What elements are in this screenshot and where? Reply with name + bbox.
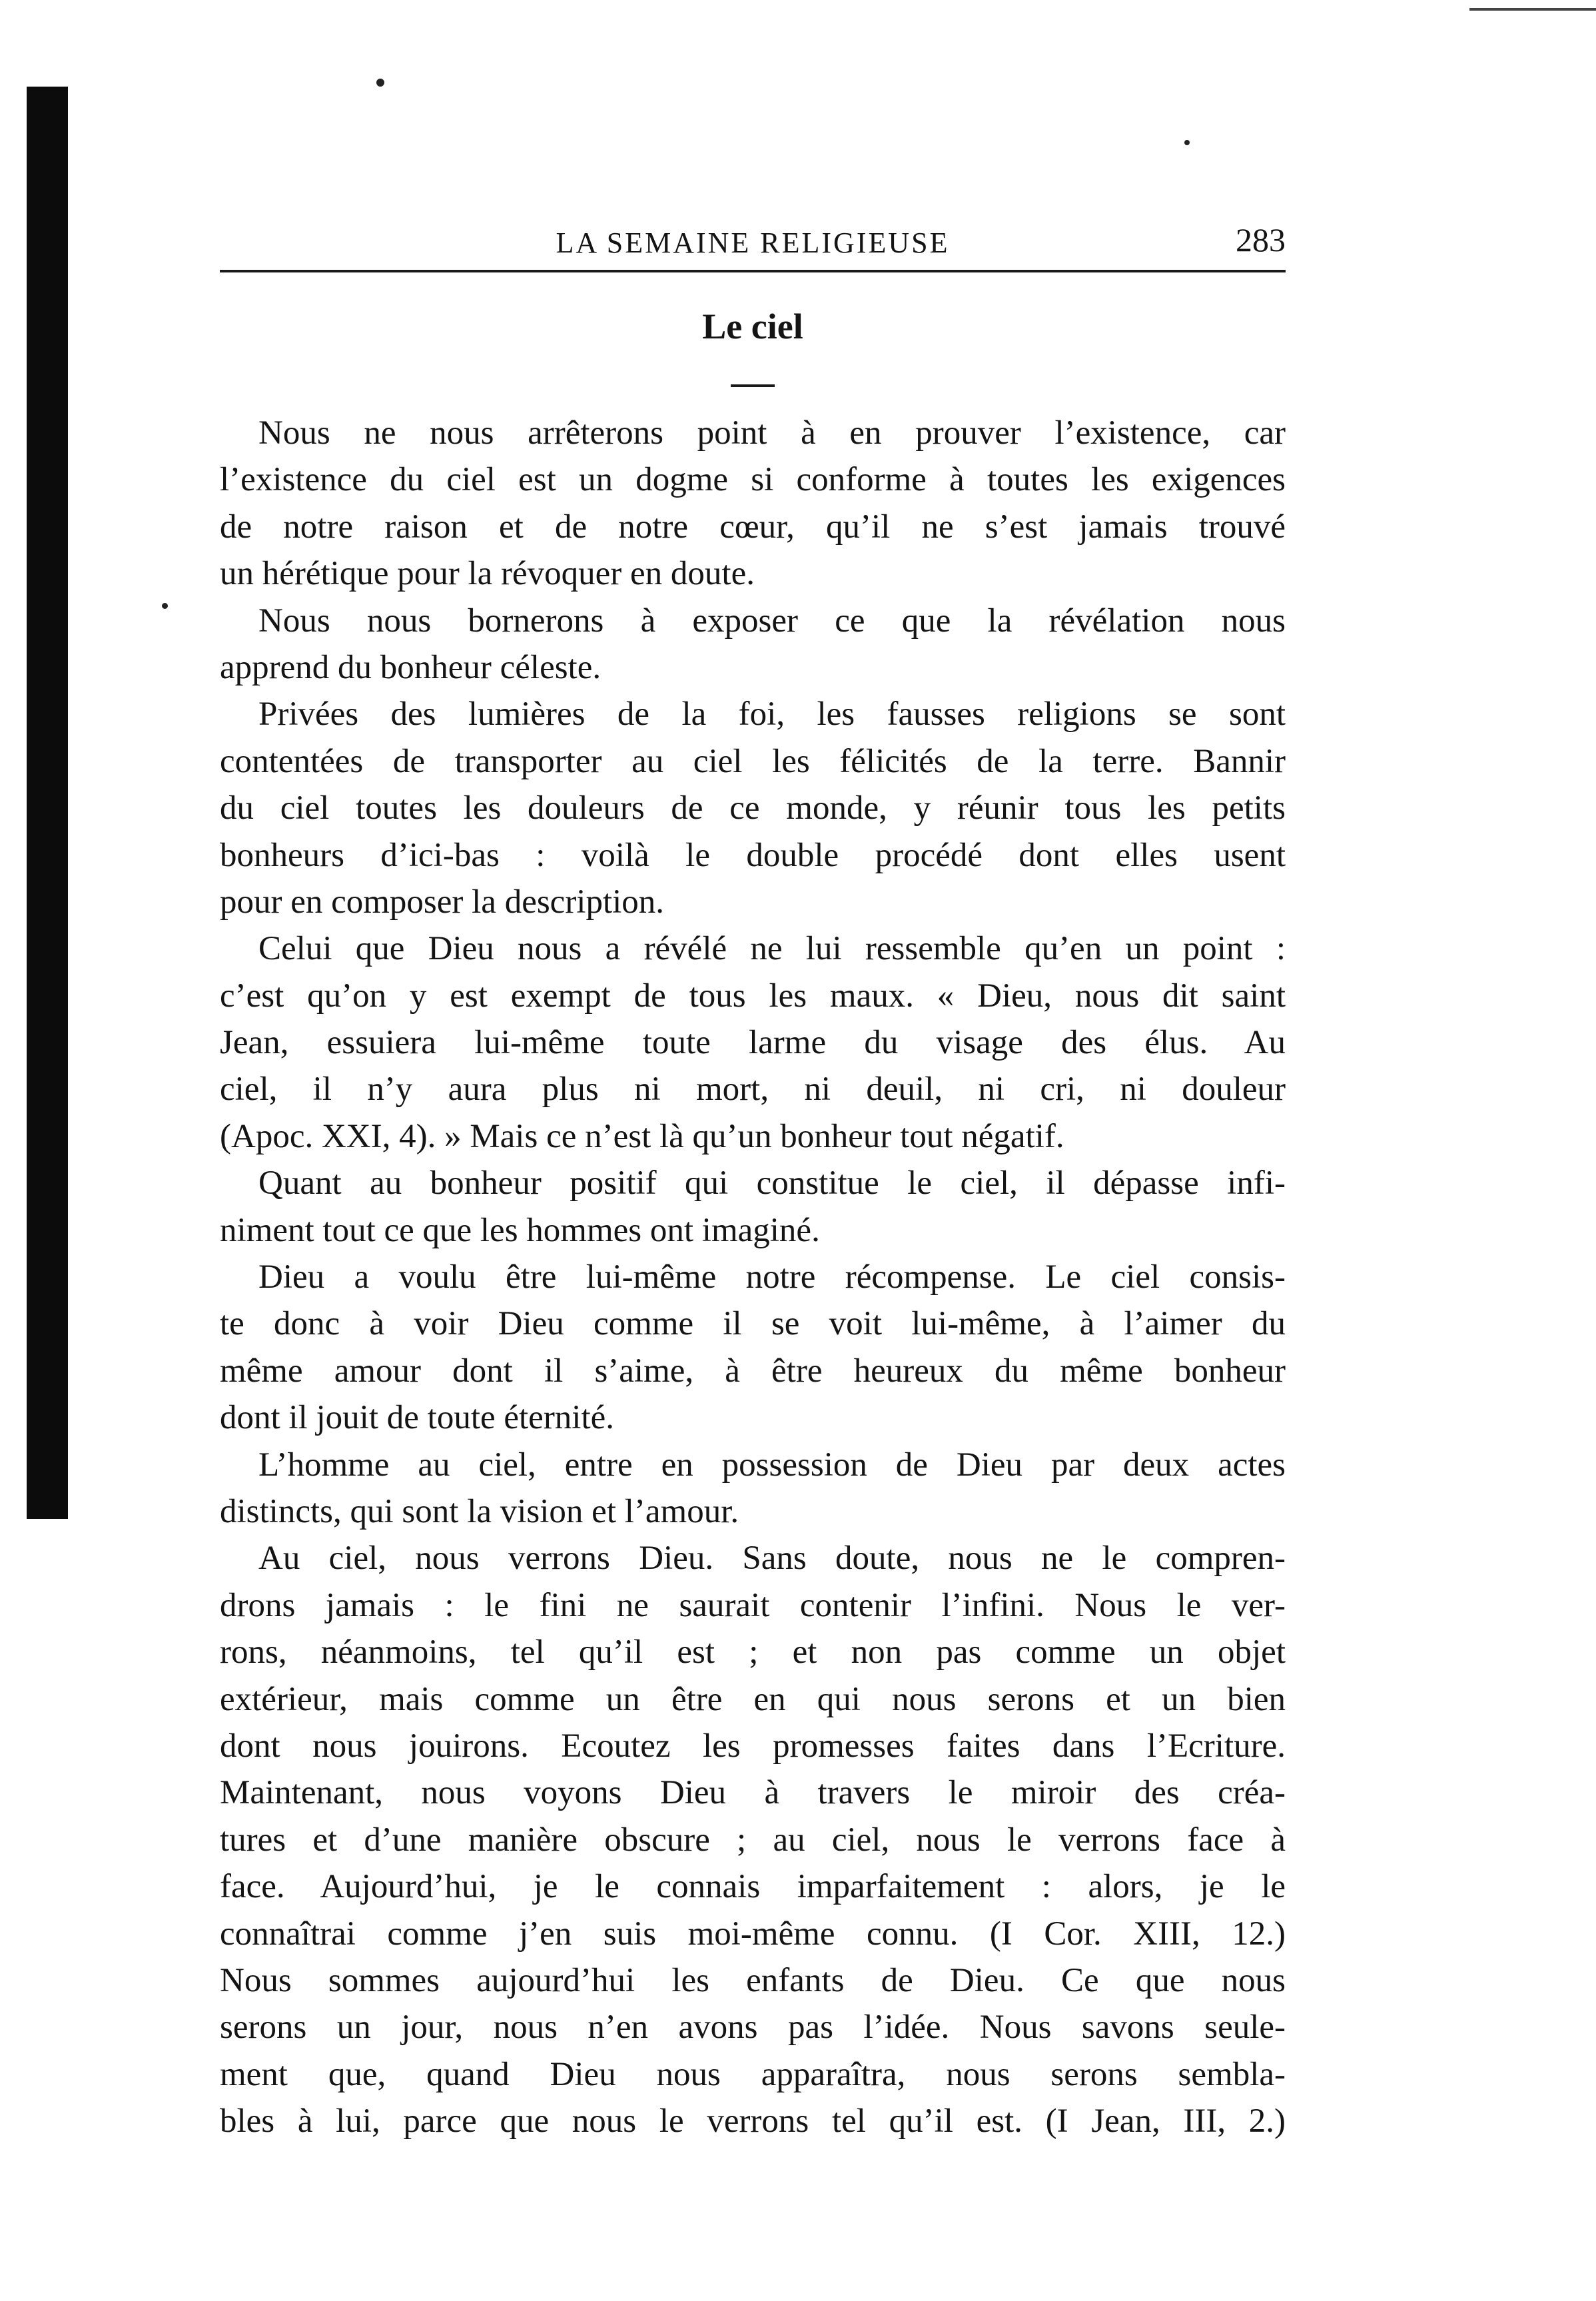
text-line: connaîtrai comme j’en suis moi-même connu. (I Cor. XIII, 12.): [220, 1915, 1286, 1953]
text-line: Dieu a voulu être lui-même notre récompense. Le ciel consis-: [258, 1258, 1286, 1296]
text-line: de notre raison et de notre cœur, qu’il ne s’est jamais trouvé: [220, 508, 1286, 546]
text-line: drons jamais : le fini ne saurait contenir l’infini. Nous le ver-: [220, 1586, 1286, 1624]
text-line: l’existence du ciel est un dogme si conforme à toutes les exigences: [220, 461, 1286, 499]
text-line: bles à lui, parce que nous le verrons tel qu’il est. (I Jean, III, 2.): [220, 2102, 1286, 2140]
scan-speck: [162, 603, 168, 609]
scan-speck: [1184, 140, 1190, 145]
scan-speck: [376, 79, 384, 87]
text-line: distincts, qui sont la vision et l’amour.: [220, 1492, 739, 1530]
text-line: Au ciel, nous verrons Dieu. Sans doute, nous ne le compren-: [258, 1540, 1286, 1578]
text-line: L’homme au ciel, entre en possession de Dieu par deux actes: [258, 1446, 1286, 1484]
binding-edge: [27, 87, 68, 1519]
text-line: du ciel toutes les douleurs de ce monde, y réunir tous les petits: [220, 789, 1286, 827]
running-head: [220, 217, 1286, 263]
text-line: (Apoc. XXI, 4). » Mais ce n’est là qu’un bonheur tout négatif.: [220, 1117, 1064, 1155]
text-line: niment tout ce que les hommes ont imaginé.: [220, 1211, 820, 1249]
text-line: ciel, il n’y aura plus ni mort, ni deuil, ni cri, ni douleur: [220, 1071, 1286, 1109]
text-line: extérieur, mais comme un être en qui nous serons et un bien: [220, 1680, 1286, 1718]
header-rule: [220, 270, 1286, 272]
body-text: [220, 410, 1286, 2144]
text-line: pour en composer la description.: [220, 883, 665, 921]
text-line: face. Aujourd’hui, je le connais imparfaitement : alors, je le: [220, 1868, 1286, 1906]
text-line: dont nous jouirons. Ecoutez les promesses faites dans l’Ecriture.: [220, 1727, 1286, 1765]
text-line: Nous sommes aujourd’hui les enfants de Dieu. Ce que nous: [220, 1961, 1286, 1999]
text-line: ment que, quand Dieu nous apparaîtra, nous serons sembla-: [220, 2055, 1286, 2093]
text-line: serons un jour, nous n’en avons pas l’idée. Nous savons seule-: [220, 2009, 1286, 2047]
text-line: Nous ne nous arrêterons point à en prouver l’existence, car: [258, 414, 1286, 452]
text-line: contentées de transporter au ciel les félicités de la terre. Bannir: [220, 742, 1286, 780]
text-line: dont il jouit de toute éternité.: [220, 1399, 615, 1437]
running-title: LA SEMAINE RELIGIEUSE: [556, 227, 950, 259]
text-line: Quant au bonheur positif qui constitue le ciel, il dépasse infi-: [258, 1164, 1286, 1202]
text-line: te donc à voir Dieu comme il se voit lui-même, à l’aimer du: [220, 1305, 1286, 1343]
book-page: [220, 217, 1286, 2144]
text-line: Maintenant, nous voyons Dieu à travers le miroir des créa-: [220, 1774, 1286, 1812]
text-line: c’est qu’on y est exempt de tous les maux. « Dieu, nous dit saint: [220, 977, 1286, 1015]
text-line: un hérétique pour la révoquer en doute.: [220, 555, 755, 593]
title-dash: [731, 384, 775, 387]
text-line: rons, néanmoins, tel qu’il est ; et non pas comme un objet: [220, 1633, 1286, 1671]
text-line: apprend du bonheur céleste.: [220, 648, 601, 686]
text-line: même amour dont il s’aime, à être heureux du même bonheur: [220, 1352, 1286, 1390]
text-line: Privées des lumières de la foi, les fausses religions se sont: [258, 695, 1286, 733]
section-title: Le ciel: [702, 306, 803, 346]
text-line: bonheurs d’ici-bas : voilà le double procédé dont elles usent: [220, 836, 1286, 874]
text-line: Celui que Dieu nous a révélé ne lui ressemble qu’en un point :: [258, 930, 1286, 968]
text-line: Jean, essuiera lui-même toute larme du visage des élus. Au: [220, 1024, 1286, 1062]
page-number: 283: [1236, 221, 1286, 258]
text-line: Nous nous bornerons à exposer ce que la révélation nous: [258, 602, 1286, 640]
scan-edge-rule: [1469, 8, 1596, 11]
text-line: tures et d’une manière obscure ; au ciel, nous le verrons face à: [220, 1821, 1286, 1859]
